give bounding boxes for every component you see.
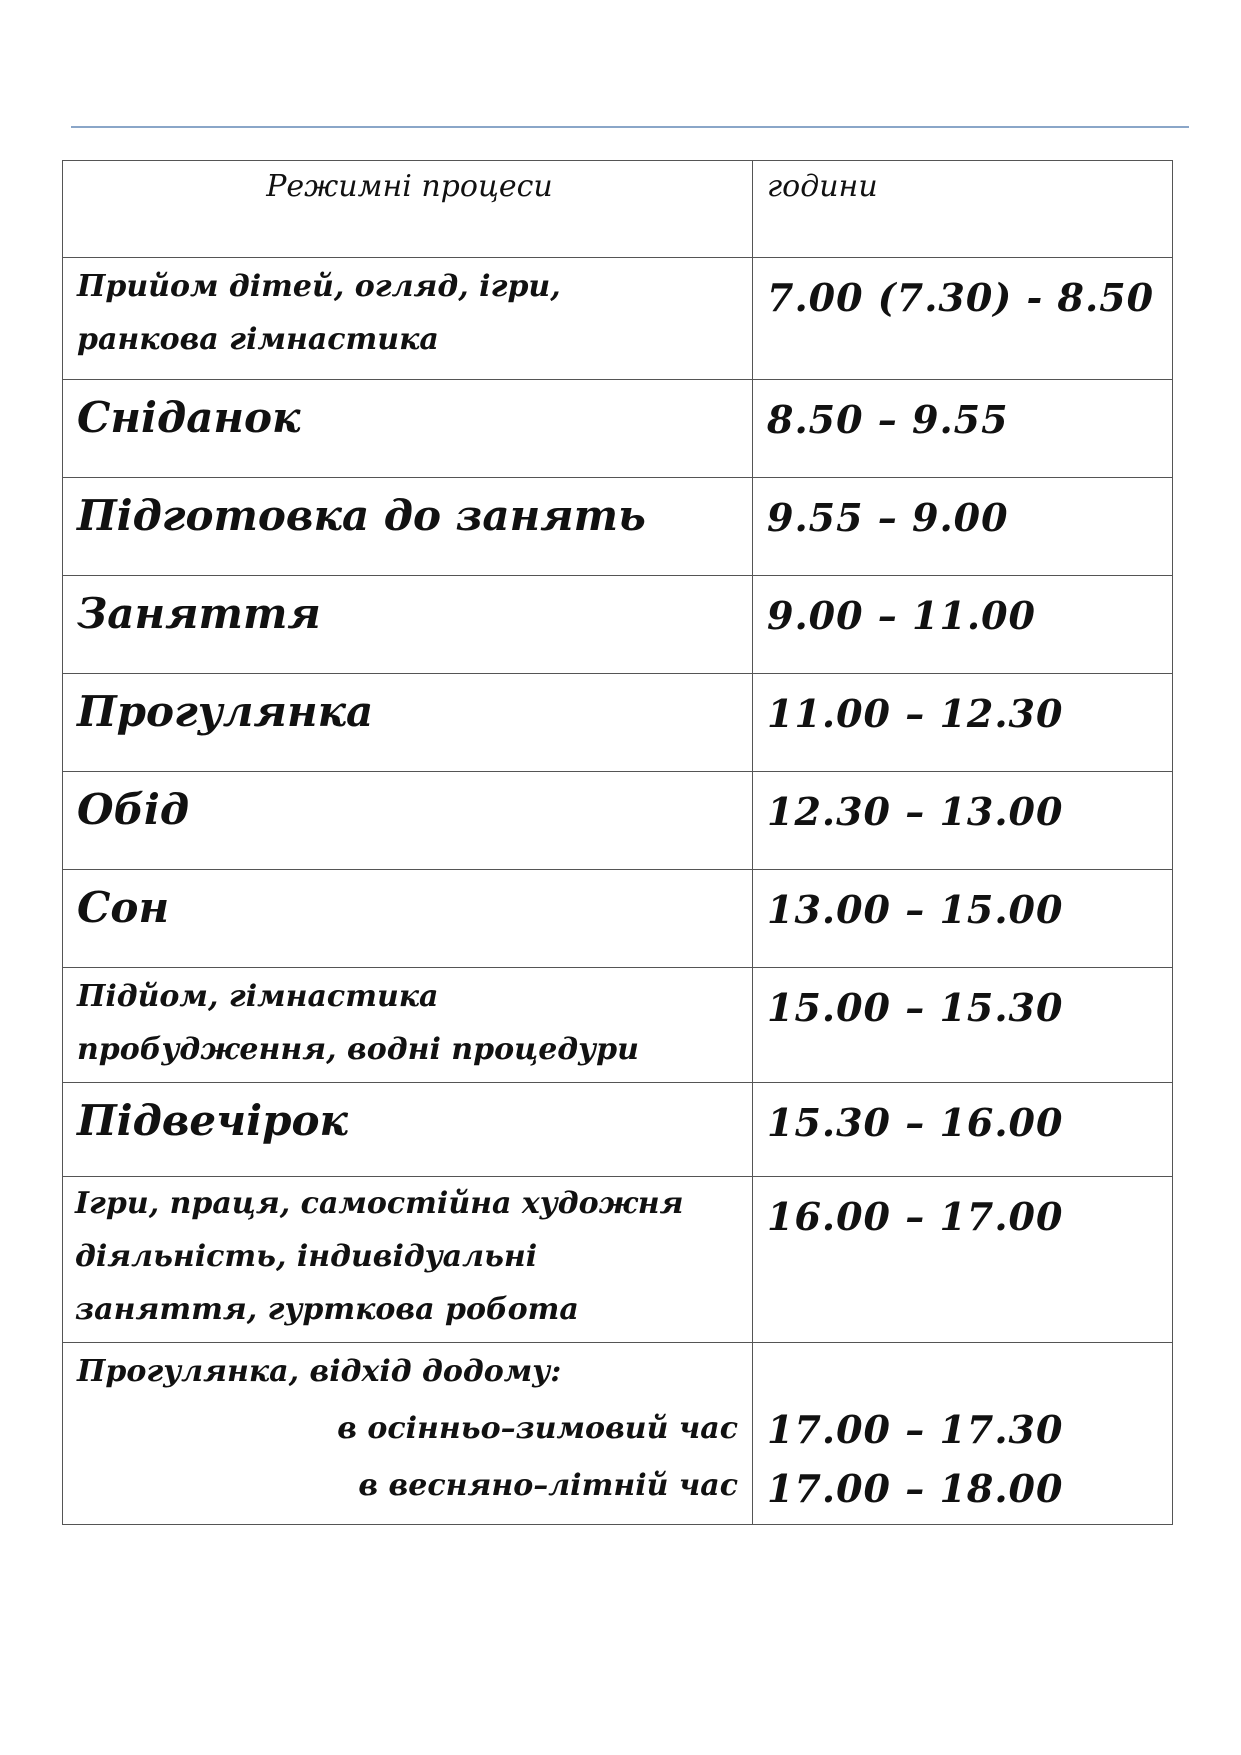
process-line: ранкова гімнастика	[77, 322, 439, 357]
process-line: Прогулянка, відхід додому:	[77, 1354, 562, 1389]
process-line: пробудження, водні процедури	[77, 1032, 639, 1067]
table-row	[63, 258, 1173, 380]
time-value: 9.00 – 11.00	[767, 593, 1037, 638]
table-row	[63, 1177, 1173, 1343]
table-row	[63, 380, 1173, 478]
time-value: 11.00 – 12.30	[767, 691, 1064, 736]
time-value: 16.00 – 17.00	[767, 1194, 1064, 1239]
time-value: 12.30 – 13.00	[767, 789, 1064, 834]
header-hours: години	[767, 169, 878, 204]
time-value: 17.00 – 17.30	[767, 1407, 1064, 1452]
table-row	[63, 478, 1173, 576]
table-header-row	[63, 161, 1173, 258]
table-row	[63, 772, 1173, 870]
process-line: в осінньо–зимовий час	[337, 1411, 738, 1446]
header-hours-cell	[753, 161, 1173, 258]
process-line: Підйом, гімнастика	[77, 979, 439, 1014]
table-row	[63, 1083, 1173, 1177]
time-value: 13.00 – 15.00	[767, 887, 1064, 932]
table-row	[63, 968, 1173, 1083]
process-line: заняття, гурткова робота	[75, 1292, 579, 1327]
process-name: Підвечірок	[77, 1096, 348, 1145]
header-rule	[71, 126, 1189, 128]
time-value: 17.00 – 18.00	[767, 1466, 1064, 1511]
process-line: Прийом дітей, огляд, ігри,	[77, 269, 561, 304]
process-line: Ігри, праця, самостійна художня	[75, 1186, 684, 1221]
header-process: Режимні процеси	[266, 169, 553, 204]
process-line: діяльність, індивідуальні	[75, 1239, 538, 1274]
process-name: Сніданок	[77, 393, 301, 442]
time-value: 15.00 – 15.30	[767, 985, 1064, 1030]
table-row	[63, 1343, 1173, 1525]
table-row	[63, 870, 1173, 968]
process-name: Підготовка до занять	[77, 491, 646, 540]
time-value: 15.30 – 16.00	[767, 1100, 1064, 1145]
process-line: в весняно–літній час	[358, 1468, 738, 1503]
table-row	[63, 674, 1173, 772]
table-row	[63, 576, 1173, 674]
process-name: Заняття	[77, 589, 321, 638]
process-name: Прогулянка	[77, 687, 374, 736]
time-value: 7.00 (7.30) - 8.50	[767, 275, 1155, 320]
schedule-table	[62, 160, 1173, 1525]
process-name: Обід	[77, 785, 190, 834]
time-value: 8.50 – 9.55	[767, 397, 1009, 442]
time-value: 9.55 – 9.00	[767, 495, 1009, 540]
header-process-cell	[63, 161, 753, 258]
process-name: Сон	[77, 883, 170, 932]
